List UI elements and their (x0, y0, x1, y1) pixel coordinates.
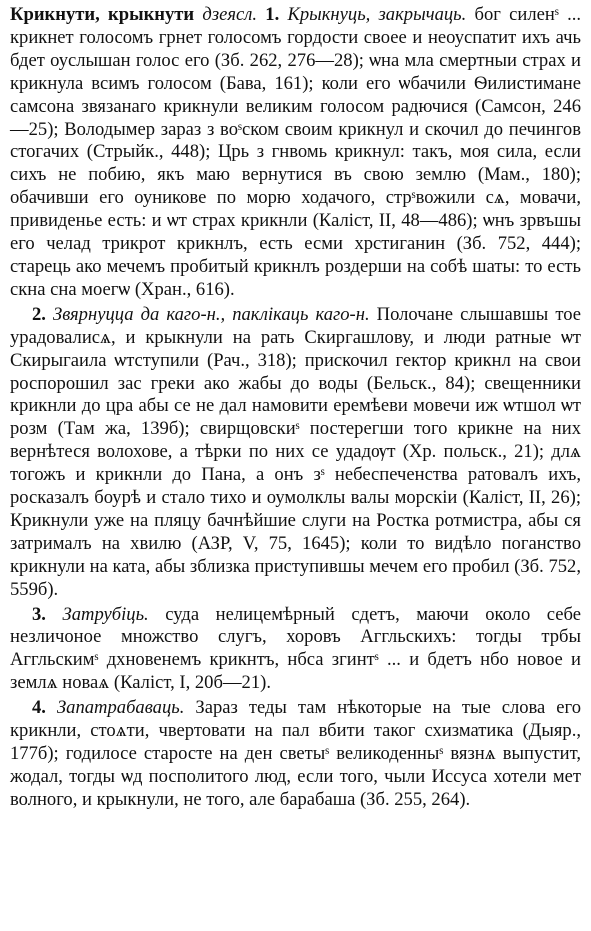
sense-4 (10, 697, 581, 812)
headword: Крикнути, крыкнути (10, 4, 195, 25)
sense-meaning: Затрубіць. (62, 603, 149, 625)
sense-number: 4. (32, 697, 46, 719)
sense-number: 2. (32, 303, 46, 325)
sense-citations: Зараз теды там нѣкоторые на тые слова его крикнли, стоѧти, чвертовати на пал вбити таког схизматика (Дыяр., 177б); годилосе старосте на ден светыˢ великоденныˢ вязнѧ выпустит, жодал, тогды ѡд посполитого люд, если того, чыли Иссуса хотели мет волного, и крыкнули, не того, але барабаша (Зб. 255, 264). (10, 697, 582, 810)
sense-2 (10, 304, 581, 602)
sense-citations: Полочане слышавшы тое урадовалисѧ, и крыкнули на рать Скиргашлову, и люди ратные ѡт Скирыгаила ѡтступили (Рач., 318); прискочил гектор крикнл на свои роспорошил зас греки ако жабы до воды (Бельск., 84); свещенники крикнли до цра абы се не дал намовити еремѣеви мовечи иж ѡтшол ѡт розм (Там жа, 139б); свирщовскиˢ постерегши того крикне на них вернѣтеся волохове, а тѣрки по них се удадѹт (Хр. польск., 21); длѧ тогожъ и крикнли до Пана, а онъ зˢ небеспеченства ратовалъ ихъ, росказалъ боурѣ и стало тихо и оумолклы валы морскіи (Каліст, II, 26); Крикнули уже на пляцу бачнѣйшие слуги на Ростка ротмистра, абы ся затрималъ на хвилю (АЗР, V, 75, 1645); коли то видѣло поганство крикнули на ката, абы зблизка приступившы мечем его пробил (Зб. 752, 559б). (10, 303, 581, 600)
sense-meaning: Запатрабаваць. (56, 697, 185, 719)
sense-citations: бог силенˢ ... крикнет голосомъ грнет голосомъ гордости своее и неоуспатит ихъ ачь бдет оуслышан голос его (Зб. 262, 276—28); ѡна мла смертныи страх и крикнула всимъ голосом (Бава, 161); коли его ѡбачили Ѳилистимане самсона звязанаго крикнули великим голосом радючися (Самсон, 246—25); Володымер зараз з воˢском своим крикнул и скочил до печингов стогачих (Стрыйк., 448); Црь з гнвомь крикнул: такъ, моя сила, если сихъ не побию, якъ маю вернутися въ свою землю (Мам., 180); обачивши его оуникове по морю ходачого, стрˢвожили сѧ, мовачи, привиденье есть: и ѡт страх крикнли (Каліст, II, 48—486); ѡнъ зрвъшы его челад трикрот крикнлъ, есть есми хрстиганин (Зб. 752, 444); старець ако мечемъ пробитый крикнлъ роздерши на собѣ шаты: то есть скна сна моегѡ (Хран., 616). (10, 4, 582, 300)
sense-citations: суда нелицемѣрный сдетъ, маючи около себе незличоное множство слугъ, хоровъ Аггльскихъ: тогды трбы Аггльскимˢ дхновенемъ крикнтъ, нбса згинтˢ ... и бдетъ нбо новое и землѧ новаѧ (Каліст, I, 20б—21). (10, 603, 581, 694)
sense-1 (10, 4, 581, 302)
grammar-label: дзеясл. (202, 4, 257, 25)
dictionary-entry (10, 4, 581, 812)
sense-meaning: Звярнуцца да каго-н., паклікаць каго-н. (53, 303, 370, 325)
sense-number: 1. (265, 4, 280, 25)
sense-meaning: Крыкнуць, закрычаць. (287, 4, 467, 25)
sense-number: 3. (32, 603, 46, 625)
sense-3 (10, 604, 581, 696)
